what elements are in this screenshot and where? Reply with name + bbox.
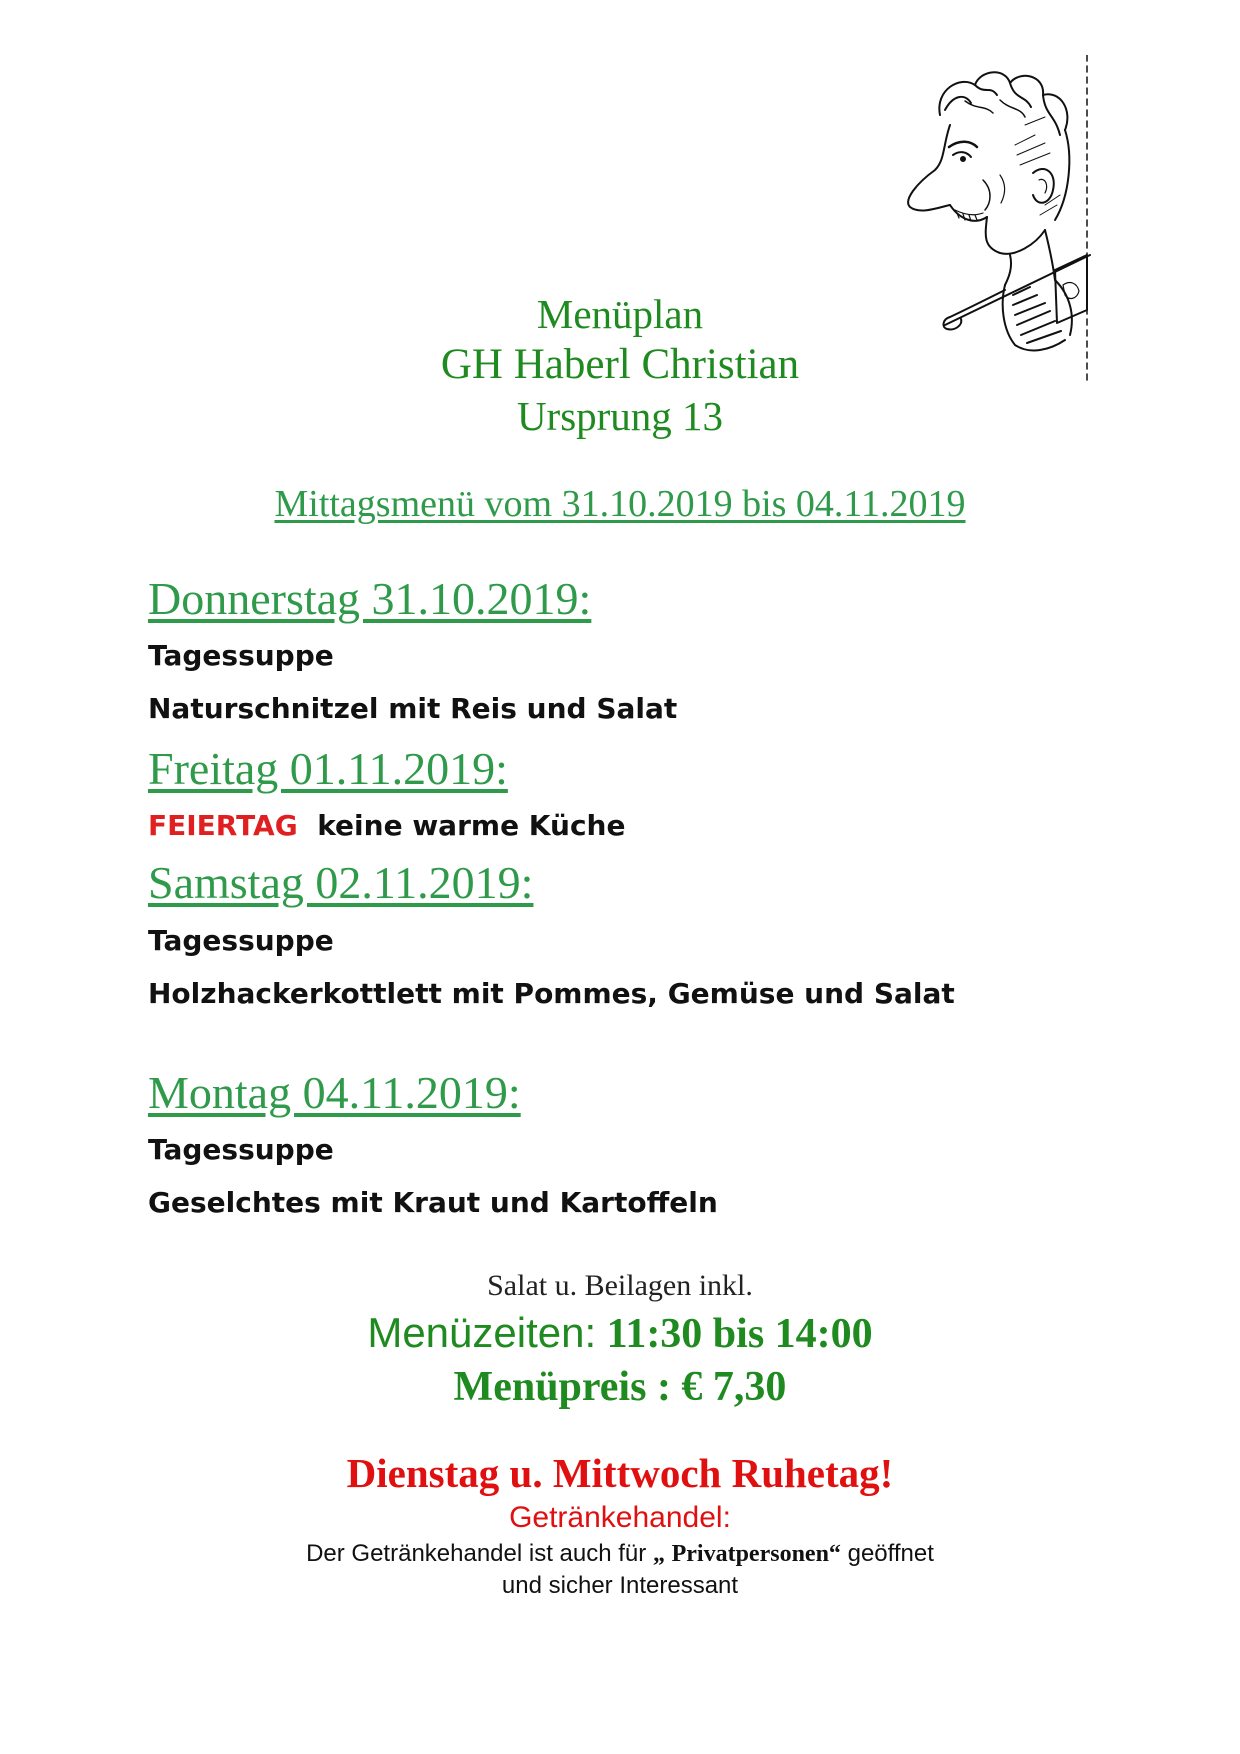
beverage-text-pre: Der Getränkehandel ist auch für [306,1540,653,1567]
dish-thursday-main: Naturschnitzel mit Reis und Salat [148,692,678,725]
holiday-label: FEIERTAG [148,809,298,842]
day-heading-saturday: Samstag 02.11.2019: [148,857,534,908]
menu-times-label: Menüzeiten: [367,1309,597,1356]
menu-period: Mittagsmenü vom 31.10.2019 bis 04.11.2019 [274,483,966,525]
friday-holiday-note [148,808,625,844]
beverage-trade-text [0,1538,1240,1602]
dish-monday-main: Geselchtes mit Kraut und Kartoffeln [148,1186,718,1219]
day-heading-thursday: Donnerstag 31.10.2019: [148,573,592,624]
header-menuplan: Menüplan [536,291,704,337]
beverage-trade-heading: Getränkehandel: [509,1501,731,1534]
dish-thursday-soup: Tagessuppe [148,639,334,672]
menu-price: Menüpreis : € 7,30 [453,1364,787,1410]
header-address: Ursprung 13 [516,393,724,439]
holiday-text: keine warme Küche [317,809,626,842]
dish-saturday-soup: Tagessuppe [148,924,334,957]
day-heading-friday: Freitag 01.11.2019: [148,743,508,794]
beverage-text-line2: und sicher Interessant [501,1572,739,1599]
dish-monday-soup: Tagessuppe [148,1133,334,1166]
header-restaurant-name: GH Haberl Christian [440,341,800,388]
beverage-text-post: geöffnet [840,1540,934,1567]
dish-saturday-main: Holzhackerkottlett mit Pommes, Gemüse und Salat [148,977,955,1010]
rest-day-notice: Dienstag u. Mittwoch Ruhetag! [346,1450,894,1496]
beverage-quote-open: „ [652,1541,665,1567]
menu-times-value: 11:30 bis 14:00 [606,1311,873,1357]
day-heading-monday: Montag 04.11.2019: [148,1067,521,1118]
menu-times [0,1308,1240,1359]
beverage-private-persons: Privatpersonen [671,1541,829,1567]
salad-included-note: Salat u. Beilagen inkl. [487,1269,753,1302]
beverage-quote-close: “ [828,1541,841,1567]
